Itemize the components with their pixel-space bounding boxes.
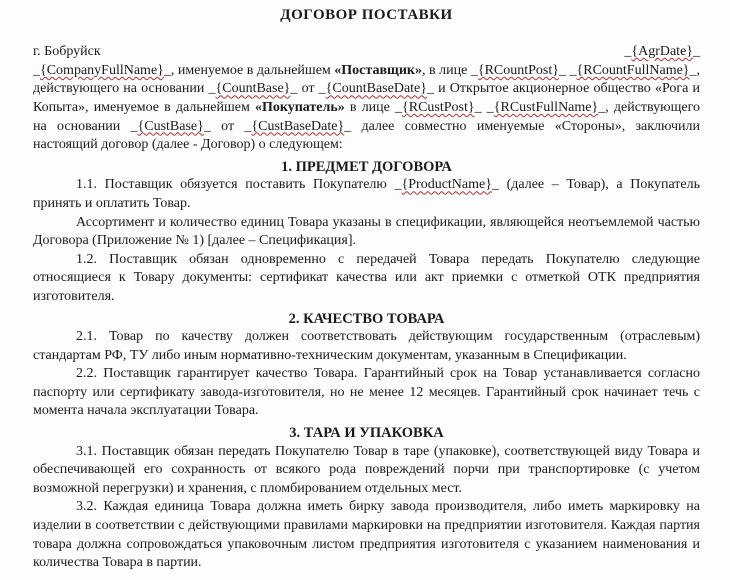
placeholder-field-RCountFullName: _{RCountFullName}_	[569, 62, 697, 78]
placeholder-field-RCustPost: _{RCustPost}_	[395, 99, 482, 115]
text-run: 3.2. Каждая единица Товара должна иметь бирку завода производителя, либо иметь маркировку на изделии в соответствии с действующими правилами маркировки на предприятии изготовителя. Каждая партия товара должна сопровождаться упаковочным листом предприятия изготовителя с указанием наименования и количества Товара в партии.	[33, 499, 700, 571]
text-run: 1.2. Поставщик обязан одновременно с передачей Товара передать Покупателю следующие относящиеся к Товару документы: сертификат качества или акт приемки с отметкой ОТК предприятия изготовителя.	[33, 251, 700, 304]
text-run: Ассортимент и количество единиц Товара указаны в спецификации, являющейся неотъемлемой частью Договора (Приложение № 1) [далее – Спецификация].	[33, 214, 700, 249]
paragraph	[33, 365, 700, 421]
placeholder-field-CountBase: _{CountBase}_	[208, 81, 298, 97]
bold-text: «Поставщик»	[334, 62, 422, 78]
text-run: , действующего на основании	[33, 62, 701, 97]
placeholder-text: {CountBase}	[215, 81, 291, 97]
text-run: , в лице	[421, 62, 471, 78]
paragraph	[33, 328, 700, 365]
placeholder-field-RCountPost: _{RCountPost}_	[470, 62, 566, 78]
placeholder-field-AgrDate: _{AgrDate}_	[624, 44, 700, 60]
placeholder-text: {CustBaseDate}	[251, 118, 345, 134]
dateline-date	[624, 43, 700, 62]
dateline-city: г. Бобруйск	[33, 44, 101, 60]
text-run: от	[210, 118, 245, 134]
bold-text: «Покупатель»	[254, 99, 345, 115]
paragraph	[33, 251, 700, 307]
text-run: 2.2. Поставщик гарантирует качество Товара. Гарантийный срок на Товар устанавливается согласно паспорту или сертификату завода-изготовителя, но не менее 12 месяцев. Гарантийный срок начинает течь с момента начала эксплуатации Товара.	[33, 366, 700, 419]
text-run: 2.1. Товар по качеству должен соответствовать действующим государственным (отраслевым) стандартам РФ, ТУ либо иным нормативно-техническим документам, указанным в Спецификации.	[33, 329, 700, 363]
section-heading: 1. ПРЕДМЕТ ДОГОВОРА	[281, 158, 452, 175]
placeholder-text: {CompanyFullName}	[40, 62, 164, 78]
placeholder-field-ProductName: _{ProductName}_	[394, 177, 499, 193]
text-run: 1.1. Поставщик обязуется поставить Покупателю	[76, 177, 395, 193]
text-run: в лице	[344, 99, 396, 115]
placeholder-text: {CustBase}	[137, 118, 204, 134]
text-run: от	[297, 81, 319, 97]
dateline	[33, 43, 700, 62]
paragraph	[33, 443, 700, 499]
text-run: , действующего на основании	[33, 99, 701, 134]
paragraph	[33, 62, 700, 155]
placeholder-field-CompanyFullName: _{CompanyFullName}_	[33, 62, 171, 78]
placeholder-text: {RCustPost}	[402, 99, 475, 115]
placeholder-text: {RCountFullName}	[576, 62, 690, 78]
section-heading: 3. ТАРА И УПАКОВКА	[289, 425, 444, 442]
placeholder-field-CountBaseDate: _{CountBaseDate}_	[318, 81, 434, 97]
placeholder-text: {RCustFullName}	[493, 99, 599, 115]
paragraph	[33, 498, 700, 572]
placeholder-text: {RCountPost}	[477, 62, 559, 78]
paragraph	[33, 214, 700, 251]
text-run: далее совместно именуемые «Стороны», заключили настоящий договор (далее - Договор) о следующем:	[33, 118, 700, 153]
paragraph	[33, 176, 700, 213]
placeholder-field-RCustFullName: _{RCustFullName}_	[486, 99, 606, 115]
placeholder-field-CustBaseDate: _{CustBaseDate}_	[244, 118, 352, 134]
placeholder-text: {ProductName}	[401, 177, 492, 193]
placeholder-text: {CountBaseDate}	[325, 81, 427, 97]
text-run: и Открытое акционерное общество «Рога и Копыта», именуемое в дальнейшем	[33, 81, 700, 115]
placeholder-text: {AgrDate}	[631, 44, 693, 60]
text-run: 3.1. Поставщик обязан передать Покупателю Товар в таре (упаковке), соответствующей виду Товара и обеспечивающей его сохранность от всякого рода повреждений порчи при транспортировке (с учетом возможной перегрузки) и хранения, с пломбированием отдельных мест.	[33, 443, 700, 496]
text-run: (далее – Товар), а Покупатель принять и оплатить Товар.	[33, 177, 701, 211]
placeholder-field-CustBase: _{CustBase}_	[130, 118, 211, 134]
document-title: ДОГОВОР ПОСТАВКИ	[280, 7, 453, 23]
text-run: , именуемое в дальнейшем	[170, 62, 335, 78]
section-heading: 2. КАЧЕСТВО ТОВАРА	[288, 310, 445, 327]
